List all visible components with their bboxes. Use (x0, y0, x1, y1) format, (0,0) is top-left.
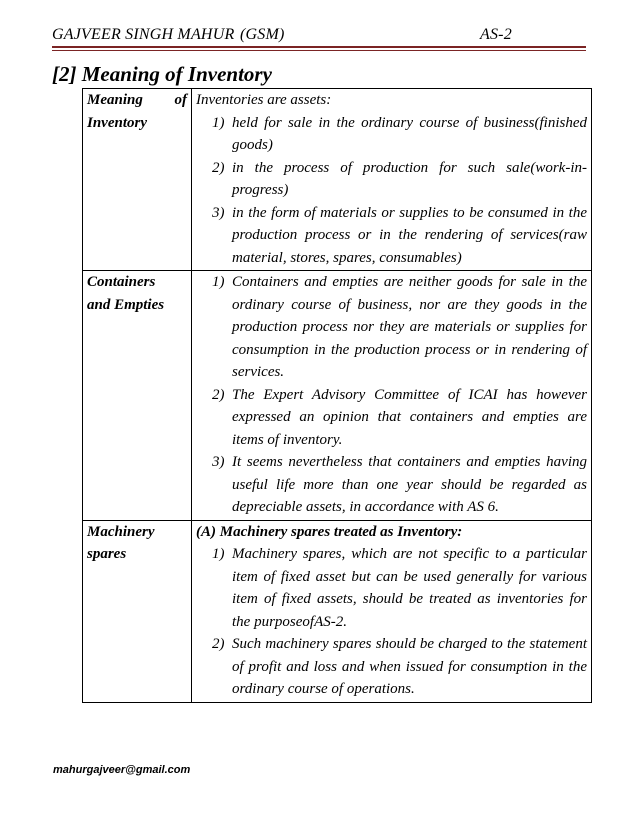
header-code: (GSM) (240, 26, 285, 43)
item-number: 1) (212, 114, 225, 131)
term-cell (83, 271, 192, 521)
item-number: 3) (212, 204, 225, 221)
item-text: in the form of materials or supplies to be consumed in the production process or in the rendering of services(raw material, stores, spares, consumables) (232, 204, 587, 266)
header-standard: AS-2 (480, 26, 512, 43)
section-title: [2] Meaning of Inventory (52, 62, 272, 86)
table-row (83, 271, 592, 521)
item-number: 2) (212, 159, 225, 176)
row-subheading: (A) Machinery spares treated as Inventory: (196, 523, 463, 540)
header-rule-thin (52, 50, 586, 51)
description-cell (192, 271, 592, 521)
list-item (212, 202, 587, 270)
item-text: It seems nevertheless that containers and empties having useful life more than one year should be regarded as depreciable assets, in accordance with AS 6. (232, 454, 587, 515)
footer-email: mahurgajveer@gmail.com (53, 764, 191, 776)
table-row (83, 89, 592, 271)
item-number: 2) (212, 386, 225, 403)
term-line: Machinery (87, 523, 155, 540)
list-item (212, 157, 587, 202)
list-item (212, 451, 587, 519)
header-author: GAJVEER SINGH MAHUR (52, 26, 235, 43)
list-item (212, 633, 587, 701)
item-number: 2) (212, 636, 225, 652)
inventory-table (82, 88, 592, 703)
term-cell (83, 520, 192, 702)
row-intro: Inventories are assets: (196, 92, 332, 108)
description-cell (192, 89, 592, 271)
item-number: 1) (212, 274, 225, 290)
page-header (52, 22, 586, 48)
term-line: Meaning of (87, 92, 187, 108)
term-cell (83, 89, 192, 271)
term-line: Inventory (87, 114, 147, 131)
item-number: 1) (212, 546, 225, 562)
item-list (196, 271, 587, 519)
list-item (212, 271, 587, 384)
item-list (196, 543, 587, 701)
item-text: The Expert Advisory Committee of ICAI has however expressed an opinion that containers and empties are items of inventory. (232, 386, 587, 448)
item-text: Machinery spares, which are not specific to a particular item of fixed asset but can be used generally for various item of fixed assets, should be treated as inventories for the purposeofAS-2. (232, 546, 587, 630)
header-rule-thick (52, 46, 586, 48)
item-text: held for sale in the ordinary course of business(finished goods) (232, 114, 587, 153)
term-line: Containers (87, 274, 156, 290)
term-line: and Empties (87, 296, 165, 313)
table-row (83, 520, 592, 702)
list-item (212, 112, 587, 157)
item-text: Containers and empties are neither goods for sale in the ordinary course of business, nor are they goods in the production process nor they are materials or supplies for consumption in the production process or in rendering of services. (232, 274, 587, 380)
item-list (196, 112, 587, 270)
item-number: 3) (212, 454, 225, 470)
item-text: in the process of production for such sale(work-in-progress) (232, 159, 587, 198)
description-cell (192, 520, 592, 702)
term-line: spares (87, 546, 127, 562)
list-item (212, 384, 587, 452)
list-item (212, 543, 587, 633)
item-text: Such machinery spares should be charged to the statement of profit and loss and when issued for consumption in the ordinary course of operations. (232, 636, 587, 697)
